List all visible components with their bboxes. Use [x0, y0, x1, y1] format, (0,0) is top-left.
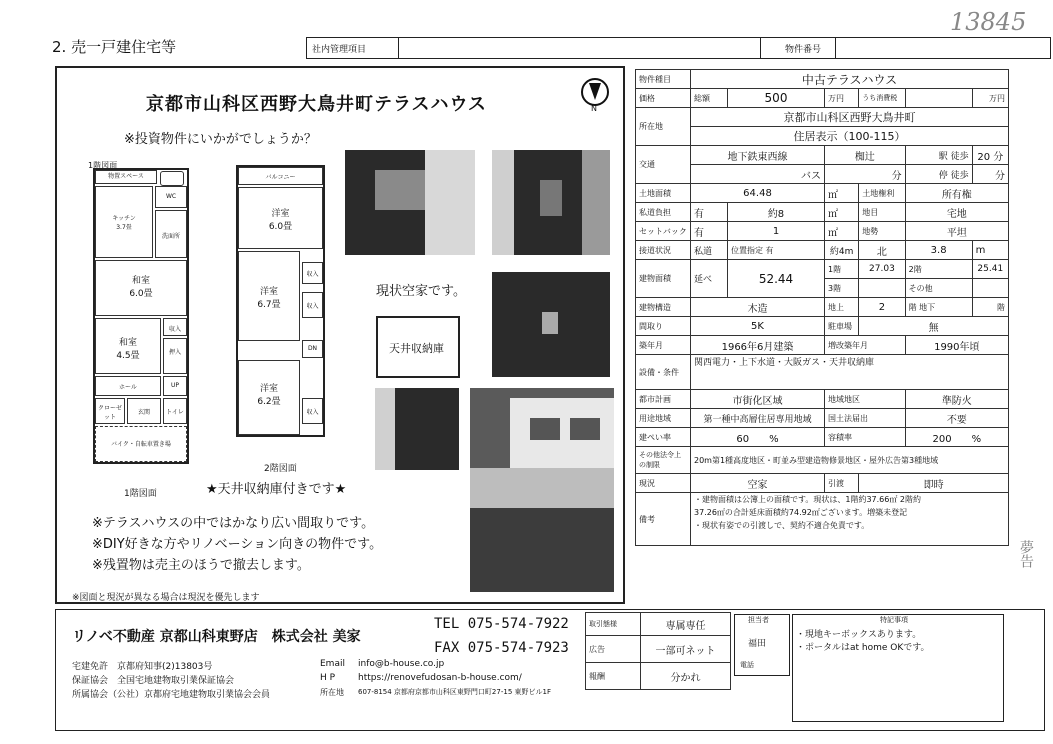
staff-name: 福田	[748, 639, 767, 649]
room-up: UP	[163, 376, 187, 396]
spec-table: 物件種目 中古テラスハウス 価格 総額 500 万円 うち消費税 万円 所在地 京都市山科区西野大鳥井町 住居表示（100-115） 交通 地下鉄東西線 椥辻 駅 徒歩 20 分 バス 分 停 徒歩 分 土地面積 64.48 ㎡ 土地権利 所有権 私道負担 有 約8 ㎡ 地目 宅地 セットバック 有 1 ㎡ 地勢 平坦 接道状況 私道 位置指定 有 約4m 北 3.8 m 建物面積 延べ 52.44 1階 27.03 2階 25.41 3階 その他 建物構造 木造 地上 2 階 地下 階 間取り 5K 駐車場 無 築年月 1966年6月建築 増改築年月 1990年頃 設備・条件 関西電力・上下水道・大阪ガス・天井収納庫 都市計画 市街化区域 地域地区 準防火 用途地域 第一種中高層住居専用地域 国土法届出 不要 建ぺい率 60 % 容積率 200 % その他法令上の制限 20m第1種高度地区・町並み型建造物修景地区・屋外広告第3種地域 現況 空家 引渡 即時 備考 ・建物面積は公簿上の面積です。現状は、1階約37.66㎡ 2階約 37.26㎡の合計延床面積約74.92㎡ございます。増築未登記 ・現状有姿での引渡しで、契約不適合免責です。	[635, 69, 1009, 546]
floorplan-1f-label: 1階図面	[88, 161, 118, 170]
walk-value: 20	[977, 151, 991, 163]
section-title: 2. 売一戸建住宅等	[52, 38, 177, 56]
photo-exterior	[470, 388, 614, 592]
mgmt-divider2	[760, 37, 761, 59]
room-toilet: トイレ	[163, 398, 187, 424]
ad-value: 一部可ネット	[641, 636, 731, 663]
row-transport: 交通 地下鉄東西線 椥辻 駅 徒歩 20 分	[636, 146, 1009, 165]
catch-copy: ※投資物件にいかがでしょうか？	[124, 132, 317, 147]
line-value: 地下鉄東西線	[691, 146, 825, 165]
row-city-plan: 都市計画 市街化区域 地域地区 準防火	[636, 390, 1009, 409]
row-remarks: 備考 ・建物面積は公簿上の面積です。現状は、1階約37.66㎡ 2階約 37.26㎡の合計延床面積約74.92㎡ございます。増築未登記 ・現状有姿での引渡しで、契約不適合免責です。	[636, 493, 1009, 546]
room-wc: WC	[155, 186, 187, 208]
row-road: 接道状況 私道 位置指定 有 約4m 北 3.8 m	[636, 241, 1009, 260]
mgmt-label: 社内管理項目	[312, 45, 367, 55]
ceiling-storage-note: ★天井収納庫付きです★	[206, 482, 347, 497]
ceiling-storage-label: 天井収納庫	[389, 342, 444, 355]
mgmt-box	[306, 37, 1051, 59]
property-no-label: 物件番号	[785, 45, 822, 55]
row-status: 現況 空家 引渡 即時	[636, 474, 1009, 493]
room-storage: 物置スペース	[95, 170, 157, 184]
special-2: ・ポータルはat home OKです。	[796, 643, 930, 653]
photo-ceiling	[375, 388, 459, 470]
company-address: 607-8154 京都府京都市山科区東野門口町27-15 東野ビル1F	[358, 688, 551, 696]
room-oshiire: 押入	[163, 338, 187, 374]
room-washitsu-2: 和室 4.5畳	[95, 318, 161, 374]
row-land: 土地面積 64.48 ㎡ 土地権利 所有権	[636, 184, 1009, 203]
room-in-1f: 収入	[163, 318, 187, 336]
floorplan-2f-caption: 2階図面	[264, 464, 297, 474]
row-layout: 間取り 5K 駐車場 無	[636, 317, 1009, 336]
note-3: ※残置物は売主のほうで撤去します。	[92, 558, 310, 573]
type-value: 中古テラスハウス	[691, 70, 1009, 89]
type-label: 物件種目	[636, 70, 691, 89]
side-handwriting: 夢告	[1018, 540, 1034, 568]
address-2: 住居表示（100-115）	[691, 127, 1009, 146]
company-name: リノベ不動産 京都山科東野店 株式会社 美家	[72, 629, 361, 645]
row-structure: 建物構造 木造 地上 2 階 地下 階	[636, 298, 1009, 317]
property-title: 京都市山科区西野大鳥井町テラスハウス	[146, 94, 487, 115]
license: 宅建免許 京都府知事(2)13803号	[72, 662, 213, 672]
room-youshitsu-2: 洋室 6.7畳	[238, 251, 300, 341]
photo-interior-1	[345, 150, 475, 255]
room-in-2f-2: 収入	[302, 292, 323, 318]
room-in-2f-3: 収入	[302, 398, 323, 424]
room-washitsu-1: 和室 6.0畳	[95, 260, 187, 316]
room-youshitsu-3: 洋室 6.2畳	[238, 360, 300, 435]
disclaimer: ※図面と現況が異なる場合は現況を優先します	[72, 593, 260, 603]
row-type	[636, 70, 1009, 89]
room-dn: DN	[302, 340, 323, 358]
room-closet: クローゼット	[95, 398, 125, 424]
row-private-road: 私道負担 有 約8 ㎡ 地目 宅地	[636, 203, 1009, 222]
station-value: 椥辻	[825, 146, 906, 165]
row-facilities: 設備・条件 関西電力・上下水道・大阪ガス・天井収納庫	[636, 355, 1009, 390]
land-area-value: 64.48	[691, 184, 825, 203]
guarantee: 保証協会 全国宅地建物取引業保証協会	[72, 676, 235, 686]
address-1: 京都市山科区西野大鳥井町	[691, 108, 1009, 127]
room-kitchen: キッチン 3.7畳	[95, 186, 153, 258]
building-area-value: 52.44	[728, 260, 825, 298]
special-1: ・現地キーボックスあります。	[796, 630, 922, 640]
row-built: 築年月 1966年6月建築 増改築年月 1990年頃	[636, 336, 1009, 355]
row-building-area: 建物面積 延べ 52.44 1階 27.03 2階 25.41	[636, 260, 1009, 279]
bath-icon	[160, 171, 184, 186]
address-label: 所在地	[636, 108, 691, 146]
note-2: ※DIY好きな方やリノベーション向きの物件です。	[92, 537, 383, 552]
room-washroom: 洗面所	[155, 210, 187, 258]
note-1: ※テラスハウスの中ではかなり広い間取りです。	[92, 516, 375, 531]
north-arrow-icon: N	[580, 76, 610, 116]
price-value: 500	[728, 89, 825, 108]
room-entrance: 玄関	[127, 398, 161, 424]
row-setback: セットバック 有 1 ㎡ 地勢 平坦	[636, 222, 1009, 241]
room-parking: バイク・自転車置き場	[95, 426, 187, 462]
association: 所属協会（公社）京都府宅地建物取引業協会会員	[72, 690, 271, 700]
homepage-link[interactable]: https://renovefudosan-b-house.com/	[358, 673, 522, 683]
mgmt-divider	[398, 37, 399, 59]
handwritten-number: 13845	[950, 8, 1027, 36]
mgmt-divider3	[835, 37, 836, 59]
row-price: 価格 総額 500 万円 うち消費税 万円	[636, 89, 1009, 108]
row-zoning: 用途地域 第一種中高層住居専用地域 国土法届出 不要	[636, 409, 1009, 428]
room-in-2f-1: 収入	[302, 262, 323, 284]
row-ratio: 建ぺい率 60 % 容積率 200 %	[636, 428, 1009, 447]
photo-interior-2	[492, 150, 610, 255]
land-rights-value: 所有権	[905, 184, 1008, 203]
room-hall: ホール	[95, 376, 161, 396]
fee-value: 分かれ	[641, 663, 731, 690]
deal-table: 取引態様 専属専任 広告 一部可ネット 報酬 分かれ	[585, 612, 731, 690]
photo-interior-3	[492, 272, 610, 377]
email[interactable]: info@b-house.co.jp	[358, 659, 445, 669]
floorplan-1f-caption: 1階図面	[124, 489, 157, 499]
room-youshitsu-1: 洋室 6.0畳	[238, 187, 323, 249]
room-balcony: バルコニー	[238, 167, 323, 185]
tel: TEL 075-574-7922	[434, 616, 569, 632]
vacant-note: 現状空家です。	[376, 284, 466, 299]
deal-value: 専属専任	[641, 613, 731, 636]
price-label: 価格	[636, 89, 691, 108]
row-address	[636, 108, 1009, 127]
fax: FAX 075-574-7923	[434, 640, 569, 656]
row-other-law: その他法令上の制限 20m第1種高度地区・町並み型建造物修景地区・屋外広告第3種地域	[636, 447, 1009, 474]
